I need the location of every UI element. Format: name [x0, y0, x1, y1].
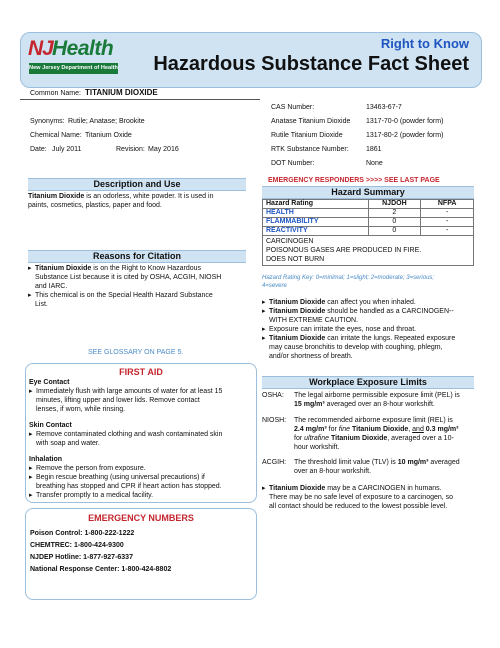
description-heading: Description and Use — [28, 178, 246, 191]
hazard-notes — [263, 236, 474, 266]
reasons-bullet-1 — [28, 264, 260, 291]
eye-l3: lenses, if worn, while rinsing. — [36, 406, 126, 413]
hb4-l1: can irritate the lungs. Repeated exposure — [325, 335, 456, 342]
hazard-flammability-label: FLAMMABILITY — [263, 218, 369, 227]
carcinogen-bullet — [262, 484, 478, 511]
emergency-numbers-heading: EMERGENCY NUMBERS — [88, 513, 194, 523]
niosh-l1: The recommended airborne exposure limit (REL) is — [294, 417, 453, 424]
workplace-limits-heading: Workplace Exposure Limits — [262, 376, 474, 389]
niosh-l2-b: , — [408, 426, 413, 433]
njdep-hotline: NJDEP Hotline: 1-877-927-6337 — [30, 554, 133, 561]
description-line-2: paints, cosmetics, plastics, paper and food. — [28, 202, 162, 209]
header-subtitle: Right to Know — [380, 36, 469, 51]
skin-l2: with soap and water. — [36, 440, 100, 447]
hb1-text: can affect you when inhaled. — [325, 299, 416, 306]
date-label: Date: — [30, 146, 47, 153]
anatase-value: 1317-70-0 (powder form) — [366, 118, 444, 125]
dot-label: DOT Number: — [271, 160, 315, 167]
hazard-health-njdoh: 2 — [368, 209, 421, 218]
niosh-l2-td: Titanium Dioxide — [350, 426, 409, 433]
reasons-heading: Reasons for Citation — [28, 250, 246, 263]
inh2-l1: ▸ Begin rescue breathing (using universal precautions) if — [36, 474, 205, 481]
chemtrec: CHEMTREC: 1-800-424-9300 — [30, 542, 124, 549]
niosh-text — [294, 416, 476, 452]
acgih-text — [294, 458, 476, 476]
eye-l2: minutes, lifting upper and lower lids. Remove contact — [36, 397, 200, 404]
poison-control: Poison Control: 1-800-222-1222 — [30, 530, 135, 537]
nj-health-logo — [28, 39, 118, 81]
inhalation-heading: Inhalation — [29, 456, 63, 463]
reasons-b2-l1: ▸ This chemical is on the Special Health Hazard Substance — [35, 292, 213, 299]
chemical-name-label: Chemical Name: — [30, 132, 82, 139]
table-row — [263, 218, 474, 227]
inhalation-bullet-2 — [29, 473, 255, 491]
rutile-label: Rutile Titanium Dioxide — [271, 132, 343, 139]
inhalation-bullet-1: ▸ Remove the person from exposure. — [29, 464, 255, 473]
hb4-l2: may cause bronchitis to develop with coughing, phlegm, — [269, 344, 443, 351]
acgih-l1-b: averaged — [428, 459, 460, 466]
niosh-l3-td: Titanium Dioxide — [329, 435, 388, 442]
cas-label: CAS Number: — [271, 104, 315, 111]
hazard-note-1: CARCINOGEN — [266, 238, 314, 245]
table-row — [263, 227, 474, 236]
logo-dept: New Jersey Department of Health — [29, 63, 118, 74]
niosh-label: NIOSH: — [262, 417, 287, 424]
niosh-l2-fine: fine — [338, 426, 351, 433]
niosh-rel-ultrafine: 0.3 mg/m³ — [423, 426, 459, 433]
osha-l1: The legal airborne permissible exposure limit (PEL) is — [294, 392, 460, 399]
common-name-label: Common Name: — [30, 90, 81, 97]
reasons-b2-l2: List. — [35, 301, 48, 308]
chemical-name: Titanium Oxide — [85, 132, 132, 139]
niosh-l3-b: , averaged over a 10- — [387, 435, 454, 442]
rutile-value: 1317-80-2 (powder form) — [366, 132, 444, 139]
cas-value: 13463-67-7 — [366, 104, 402, 111]
hazard-note-2: POISONOUS GASES ARE PRODUCED IN FIRE. — [266, 247, 422, 254]
skin-contact-heading: Skin Contact — [29, 422, 72, 429]
first-aid-content — [29, 378, 255, 500]
niosh-l2-and: and — [412, 426, 424, 433]
acgih-label: ACGIH: — [262, 459, 287, 466]
revision: May 2016 — [148, 146, 179, 153]
table-row — [263, 209, 474, 218]
health-bullet-1 — [262, 298, 478, 307]
dot-value: None — [366, 160, 383, 167]
osha-l2: averaged over an 8-hour workshift. — [324, 401, 435, 408]
hazard-health-label: HEALTH — [263, 209, 369, 218]
date: July 2011 — [52, 146, 82, 153]
revision-label: Revision: — [116, 146, 145, 153]
carc-l1: may be a CARCINOGEN in humans. — [325, 485, 442, 492]
acgih-tlv: 10 mg/m³ — [397, 459, 429, 466]
hazard-note-3: DOES NOT BURN — [266, 256, 325, 263]
hazard-flammability-njdoh: 0 — [368, 218, 421, 227]
hazard-col-rating: Hazard Rating — [263, 200, 369, 209]
national-response-center: National Response Center: 1-800-424-8802 — [30, 566, 172, 573]
page-title: Hazardous Substance Fact Sheet — [153, 53, 469, 75]
acgih-l2: over an 8-hour workshift. — [294, 468, 372, 475]
synonyms: Rutile; Anatase; Brookite — [68, 118, 145, 125]
first-aid-heading: FIRST AID — [119, 367, 163, 377]
niosh-l4: hour workshift. — [294, 444, 340, 451]
reasons-list — [28, 264, 260, 309]
hazard-flammability-nfpa: - — [421, 218, 474, 227]
niosh-l3-ultrafine: ultrafine — [304, 435, 330, 442]
description-text — [28, 192, 258, 210]
description-line-1: is an odorless, white powder. It is used in — [84, 193, 214, 200]
emergency-responders: EMERGENCY RESPONDERS >>>> SEE LAST PAGE — [268, 177, 440, 184]
carc-l2: There may be no safe level of exposure to a carcinogen, so — [269, 494, 454, 501]
hb2-bold: Titanium Dioxide — [269, 308, 326, 315]
health-bullet-4 — [262, 334, 478, 361]
hazard-col-njdoh: NJDOH — [368, 200, 421, 209]
eye-contact-heading: Eye Contact — [29, 379, 70, 386]
hb1-bold: Titanium Dioxide — [269, 299, 326, 306]
reasons-bullet-2 — [28, 291, 260, 309]
inhalation-bullet-3: ▸ Transfer promptly to a medical facility. — [29, 491, 255, 500]
hazard-rating-key — [262, 274, 476, 290]
hb4-l3: and/or shortness of breath. — [269, 353, 353, 360]
health-effects-list — [262, 298, 478, 361]
hb2-l1: should be handled as a CARCINOGEN-- — [325, 308, 454, 315]
rtk-label: RTK Substance Number: — [271, 146, 349, 153]
anatase-label: Anatase Titanium Dioxide — [271, 118, 351, 125]
skin-l1: ▸ Remove contaminated clothing and wash contaminated skin — [36, 431, 223, 438]
hazard-reactivity-njdoh: 0 — [368, 227, 421, 236]
hazard-reactivity-nfpa: - — [421, 227, 474, 236]
rtk-value: 1861 — [366, 146, 382, 153]
hazard-key-l1: Hazard Rating Key: 0=minimal; 1=slight; 2=moderate; 3=serious; — [262, 275, 435, 281]
common-name: TITANIUM DIOXIDE — [85, 88, 158, 97]
osha-text — [294, 391, 476, 409]
hb4-bold: Titanium Dioxide — [269, 335, 326, 342]
carcinogen-bullet-list — [262, 484, 478, 511]
hazard-health-nfpa: - — [421, 209, 474, 218]
reasons-b1-l3: and IARC. — [35, 283, 68, 290]
description-bold: Titanium Dioxide — [28, 193, 85, 200]
hazard-key-l2: 4=severe — [262, 283, 287, 289]
acgih-l1-a: The threshold limit value (TLV) is — [294, 459, 398, 466]
header-banner — [20, 32, 482, 88]
logo-nj: NJ — [28, 37, 53, 60]
niosh-l3-a: for — [294, 435, 305, 442]
niosh-l2-a: for — [326, 426, 339, 433]
logo-health: Health — [52, 37, 114, 60]
hazard-summary-heading: Hazard Summary — [262, 186, 474, 199]
hb2-l2: WITH EXTREME CAUTION. — [269, 317, 359, 324]
skin-contact-bullet — [29, 430, 255, 448]
inh2-l2: breathing has stopped and CPR if heart action has stopped. — [36, 483, 222, 490]
reasons-b1-l1: is on the Right to Know Hazardous — [91, 265, 202, 272]
health-bullet-2 — [262, 307, 478, 325]
reasons-b1-bold: Titanium Dioxide — [35, 265, 92, 272]
hazard-col-nfpa: NFPA — [421, 200, 474, 209]
eye-l1: ▸ Immediately flush with large amounts of water for at least 15 — [36, 388, 223, 395]
divider — [20, 99, 260, 100]
eye-contact-bullet — [29, 387, 255, 414]
table-row — [263, 236, 474, 266]
hazard-table — [262, 199, 474, 266]
osha-label: OSHA: — [262, 392, 284, 399]
niosh-rel-fine: 2.4 mg/m³ — [294, 426, 327, 433]
glossary-link[interactable]: SEE GLOSSARY ON PAGE 5. — [88, 349, 184, 356]
health-bullet-3: ▸ Exposure can irritate the eyes, nose and throat. — [262, 325, 478, 334]
synonyms-label: Synonyms: — [30, 118, 65, 125]
hazard-reactivity-label: REACTIVITY — [263, 227, 369, 236]
osha-pel: 15 mg/m³ — [294, 401, 325, 408]
carc-l3: all contact should be reduced to the lowest possible level. — [269, 503, 448, 510]
reasons-b1-l2: Substance List because it is cited by OSHA, ACGIH, NIOSH — [35, 274, 222, 281]
carc-bold: Titanium Dioxide — [269, 485, 326, 492]
